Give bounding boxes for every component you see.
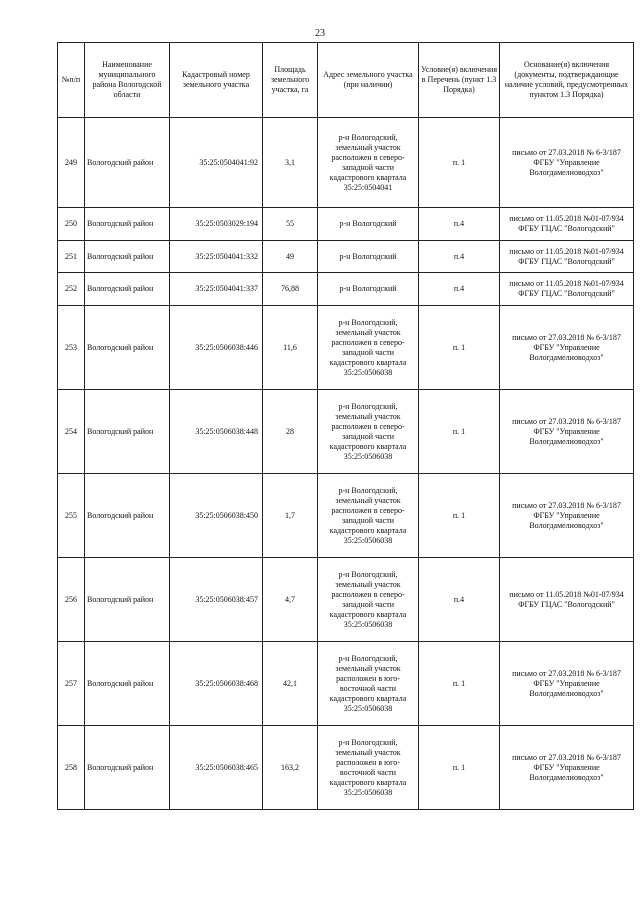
cadastral-number-cell: 35:25:0506038:448 [170,390,263,474]
cadastral-number-cell: 35:25:0506038:468 [170,642,263,726]
cadastral-number-cell: 35:25:0504041:332 [170,241,263,273]
table-header-row [58,43,634,118]
cadastral-number-cell: 35:25:0506038:450 [170,474,263,558]
cadastral-number-cell: 35:25:0506038:446 [170,306,263,390]
row-number: 252 [58,273,85,306]
basis-cell: письмо от 11.05.2018 №01-07/934 ФГБУ ГЦАС "Вологодский" [500,558,634,642]
district-cell: Вологодский район [85,390,170,474]
row-number: 255 [58,474,85,558]
district-cell: Вологодский район [85,642,170,726]
district-cell: Вологодский район [85,118,170,208]
header-address: Адрес земельного участка (при наличии) [318,43,419,118]
header-basis: Основание(я) включения (документы, подтверждающие наличие условий, предусмотренных пунктом 1.3 Порядка) [500,43,634,118]
area-cell: 4,7 [263,558,318,642]
basis-cell: письмо от 11.05.2018 №01-07/934 ФГБУ ГЦАС "Вологодский" [500,208,634,241]
cadastral-number-cell: 35:25:0506038:457 [170,558,263,642]
condition-cell: п. 1 [419,474,500,558]
basis-cell: письмо от 27.03.2018 № 6-3/187 ФГБУ "Управление Вологдамелиоводхоз" [500,726,634,810]
basis-cell: письмо от 27.03.2018 № 6-3/187 ФГБУ "Управление Вологдамелиоводхоз" [500,306,634,390]
condition-cell: п. 1 [419,306,500,390]
table-row [58,558,634,642]
area-cell: 1,7 [263,474,318,558]
condition-cell: п.4 [419,273,500,306]
area-cell: 76,88 [263,273,318,306]
district-cell: Вологодский район [85,726,170,810]
area-cell: 55 [263,208,318,241]
row-number: 254 [58,390,85,474]
condition-cell: п. 1 [419,118,500,208]
header-district: Наименование муниципального района Вологодской области [85,43,170,118]
table-row [58,306,634,390]
header-number: №п/п [58,43,85,118]
district-cell: Вологодский район [85,474,170,558]
cadastral-number-cell: 35:25:0504041:337 [170,273,263,306]
area-cell: 42,1 [263,642,318,726]
page-number: 23 [315,28,325,39]
district-cell: Вологодский район [85,558,170,642]
basis-cell: письмо от 11.05.2018 №01-07/934 ФГБУ ГЦАС "Вологодский" [500,241,634,273]
row-number: 253 [58,306,85,390]
address-cell: р-н Вологодский [318,241,419,273]
address-cell: р-н Вологодский, земельный участок расположен в северо-западной части кадастрового квартала 35:25:0506038 [318,390,419,474]
table-row [58,118,634,208]
header-condition: Условие(я) включения в Перечень (пункт 1.3 Порядка) [419,43,500,118]
condition-cell: п. 1 [419,726,500,810]
area-cell: 3,1 [263,118,318,208]
table-row [58,726,634,810]
condition-cell: п.4 [419,208,500,241]
address-cell: р-н Вологодский, земельный участок расположен в северо-западной части кадастрового квартала 35:25:0506038 [318,558,419,642]
cadastral-number-cell: 35:25:0504041:92 [170,118,263,208]
basis-cell: письмо от 27.03.2018 № 6-3/187 ФГБУ "Управление Вологдамелиоводхоз" [500,474,634,558]
condition-cell: п. 1 [419,390,500,474]
address-cell: р-н Вологодский, земельный участок расположен в северо-западной части кадастрового квартала 35:25:0506038 [318,474,419,558]
district-cell: Вологодский район [85,306,170,390]
row-number: 251 [58,241,85,273]
basis-cell: письмо от 27.03.2018 № 6-3/187 ФГБУ "Управление Вологдамелиоводхоз" [500,642,634,726]
row-number: 256 [58,558,85,642]
row-number: 249 [58,118,85,208]
header-area: Площадь земельного участка, га [263,43,318,118]
row-number: 258 [58,726,85,810]
header-cadastral: Кадастровый номер земельного участка [170,43,263,118]
area-cell: 49 [263,241,318,273]
land-plots-table [57,42,634,810]
cadastral-number-cell: 35:25:0506038:465 [170,726,263,810]
basis-cell: письмо от 27.03.2018 № 6-3/187 ФГБУ "Управление Вологдамелиоводхоз" [500,118,634,208]
condition-cell: п.4 [419,558,500,642]
district-cell: Вологодский район [85,241,170,273]
table-row [58,241,634,273]
cadastral-number-cell: 35:25:0503029:194 [170,208,263,241]
address-cell: р-н Вологодский, земельный участок расположен в северо-западной части кадастрового квартала 35:25:0506038 [318,306,419,390]
table-row [58,273,634,306]
row-number: 257 [58,642,85,726]
area-cell: 11,6 [263,306,318,390]
district-cell: Вологодский район [85,273,170,306]
table-row [58,642,634,726]
district-cell: Вологодский район [85,208,170,241]
address-cell: р-н Вологодский, земельный участок расположен в юго-восточной части кадастрового квартала 35:25:0506038 [318,642,419,726]
area-cell: 163,2 [263,726,318,810]
area-cell: 28 [263,390,318,474]
condition-cell: п.4 [419,241,500,273]
address-cell: р-н Вологодский [318,273,419,306]
row-number: 250 [58,208,85,241]
table-row [58,474,634,558]
address-cell: р-н Вологодский, земельный участок расположен в северо-западной части кадастрового квартала 35:25:0504041 [318,118,419,208]
condition-cell: п. 1 [419,642,500,726]
address-cell: р-н Вологодский, земельный участок расположен в юго-восточной части кадастрового квартала 35:25:0506038 [318,726,419,810]
table-row [58,390,634,474]
table-row [58,208,634,241]
basis-cell: письмо от 27.03.2018 № 6-3/187 ФГБУ "Управление Вологдамелиоводхоз" [500,390,634,474]
basis-cell: письмо от 11.05.2018 №01-07/934 ФГБУ ГЦАС "Вологодский" [500,273,634,306]
address-cell: р-н Вологодский [318,208,419,241]
